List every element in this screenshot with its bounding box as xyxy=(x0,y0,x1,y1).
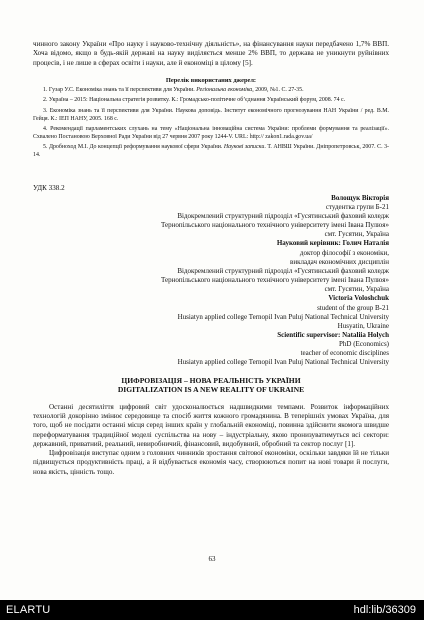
supervisor-line: доктор філософії з економіки, xyxy=(299,248,389,257)
author-line: Тернопільського національного технічного університету імені Івана Пулюя» xyxy=(160,221,389,230)
body-paragraph: Цифровізація виступає одним з головних чинників зростання світової економіки, оскільки завдяки їй не тільки підвищується продуктивність праці, а й відбувається економія часу, створюються попит на нові товари й послуги, нова якість, цінність тощо. xyxy=(33,449,389,476)
supervisor-line: смт. Гусятин, Україна xyxy=(324,285,389,294)
author-line-en: student of the group B-21 xyxy=(317,303,389,312)
udc-code: УДК 338.2 xyxy=(33,183,65,192)
repository-name: ELARTU xyxy=(6,604,51,616)
author-line: смт. Гусятин, Україна xyxy=(324,230,389,239)
supervisor-heading: Науковий керівник: Голич Наталія xyxy=(276,239,389,248)
page-content xyxy=(33,40,389,477)
intro-paragraph: чинного закону України «Про науку і науково-технічну діяльність», на фінансування науки передбачено 1,7% ВВП. Хоча відомо, якщо в будь-якій державі на науку виділяється менше 2% ВВП, то держава не уникнути руйнівних процесів, і не лише в сферах освіти і науки, але й економіці в цілому [5]. xyxy=(33,40,389,67)
author-name: Волощук Вікторія xyxy=(331,193,389,202)
reference-item: 4. Рекомендації парламентських слухань на тему «Національна інноваційна система України: проблеми формування та реалізації». Схвалено Постановою Верховної Ради України від 27 червня 2007 року 1244-V. URL: http:// zakon1.rada.gov.ua/ xyxy=(33,126,389,140)
supervisor-line-en: teacher of economic disciplines xyxy=(300,349,389,358)
references-title: Перелік використаних джерел: xyxy=(165,76,257,84)
author-line: студентка групи Б-21 xyxy=(325,202,389,211)
reference-item: 1. Гузар У.С. Економіка знань та її перспективи для України. Регіональна економіка, 2009, №1. С. 27-35. xyxy=(43,86,304,93)
supervisor-line: Відокремлений структурний підрозділ «Гусятинський фаховий коледж xyxy=(177,266,389,275)
reference-item: 3. Економіка знань та її перспективи для України. Наукова доповідь. Інститут економічного прогнозування НАН України / ред. В.М. Гейця. К.: ІЕП НАНУ, 2005. 168 с. xyxy=(33,108,389,122)
body-paragraph: Останні десятиліття цифровий світ удосконалюється надшвидкими темпами. Розвиток інформаційних технологій докорінно змінює середовище та спосіб життя кожного громадянина. В теперішніх умовах Україна, для того, щоб не посідати останні місця серед інших країн у глобальній економіці, повинна здійснити якомога швидше переформатування традиційної моделі суспільства на нову – індустріальну, якою пронизуватимуться всі сектори: державний, приватний, реальний, невиробничий, фінансовий, видобувний, обробний та сектор послуг [1]. xyxy=(33,402,389,448)
supervisor-heading-en: Scientific supervisor: Nataliia Holych xyxy=(277,330,389,339)
page-number: 63 xyxy=(208,555,216,563)
handle-link[interactable]: hdl:lib/36309 xyxy=(353,604,416,616)
reference-item: 5. Дробноход М.І. До концепції реформування наукової сфери України. Наукові записки. Т. АНВШ України. Дніпропетровськ, 2007. С. 3-14. xyxy=(33,144,390,159)
supervisor-line: Тернопільського національного технічного університету імені Івана Пулюя» xyxy=(160,276,389,285)
author-block-en xyxy=(33,294,389,367)
author-line: Відокремлений структурний підрозділ «Гусятинський фаховий коледж xyxy=(177,211,389,220)
article-title-en: DIGITALIZATION IS A NEW REALITY OF UKRAINE xyxy=(117,385,305,395)
reference-item: 2. Україна – 2015: Національна стратегія розвитку. К.: Громадсько-політичне об’єднання Український форум, 2008. 74 с. xyxy=(43,97,346,104)
supervisor-line: викладач економічних дисциплін xyxy=(290,257,389,266)
supervisor-line-en: PhD (Economics) xyxy=(339,340,389,349)
supervisor-line-en: Husiatyn applied college Ternopil Ivan Puluj National Technical University xyxy=(177,358,389,367)
author-line-en: Husiatyn applied college Ternopil Ivan Puluj National Technical University xyxy=(177,312,389,321)
repository-footer-bar xyxy=(0,600,424,620)
article-title-ua: ЦИФРОВІЗАЦІЯ – НОВА РЕАЛЬНІСТЬ УКРАЇНИ xyxy=(121,375,301,385)
author-name-en: Victoria Voloshchuk xyxy=(328,294,389,303)
author-block-ua xyxy=(33,194,389,295)
author-line-en: Husyatin, Ukraine xyxy=(337,321,389,330)
